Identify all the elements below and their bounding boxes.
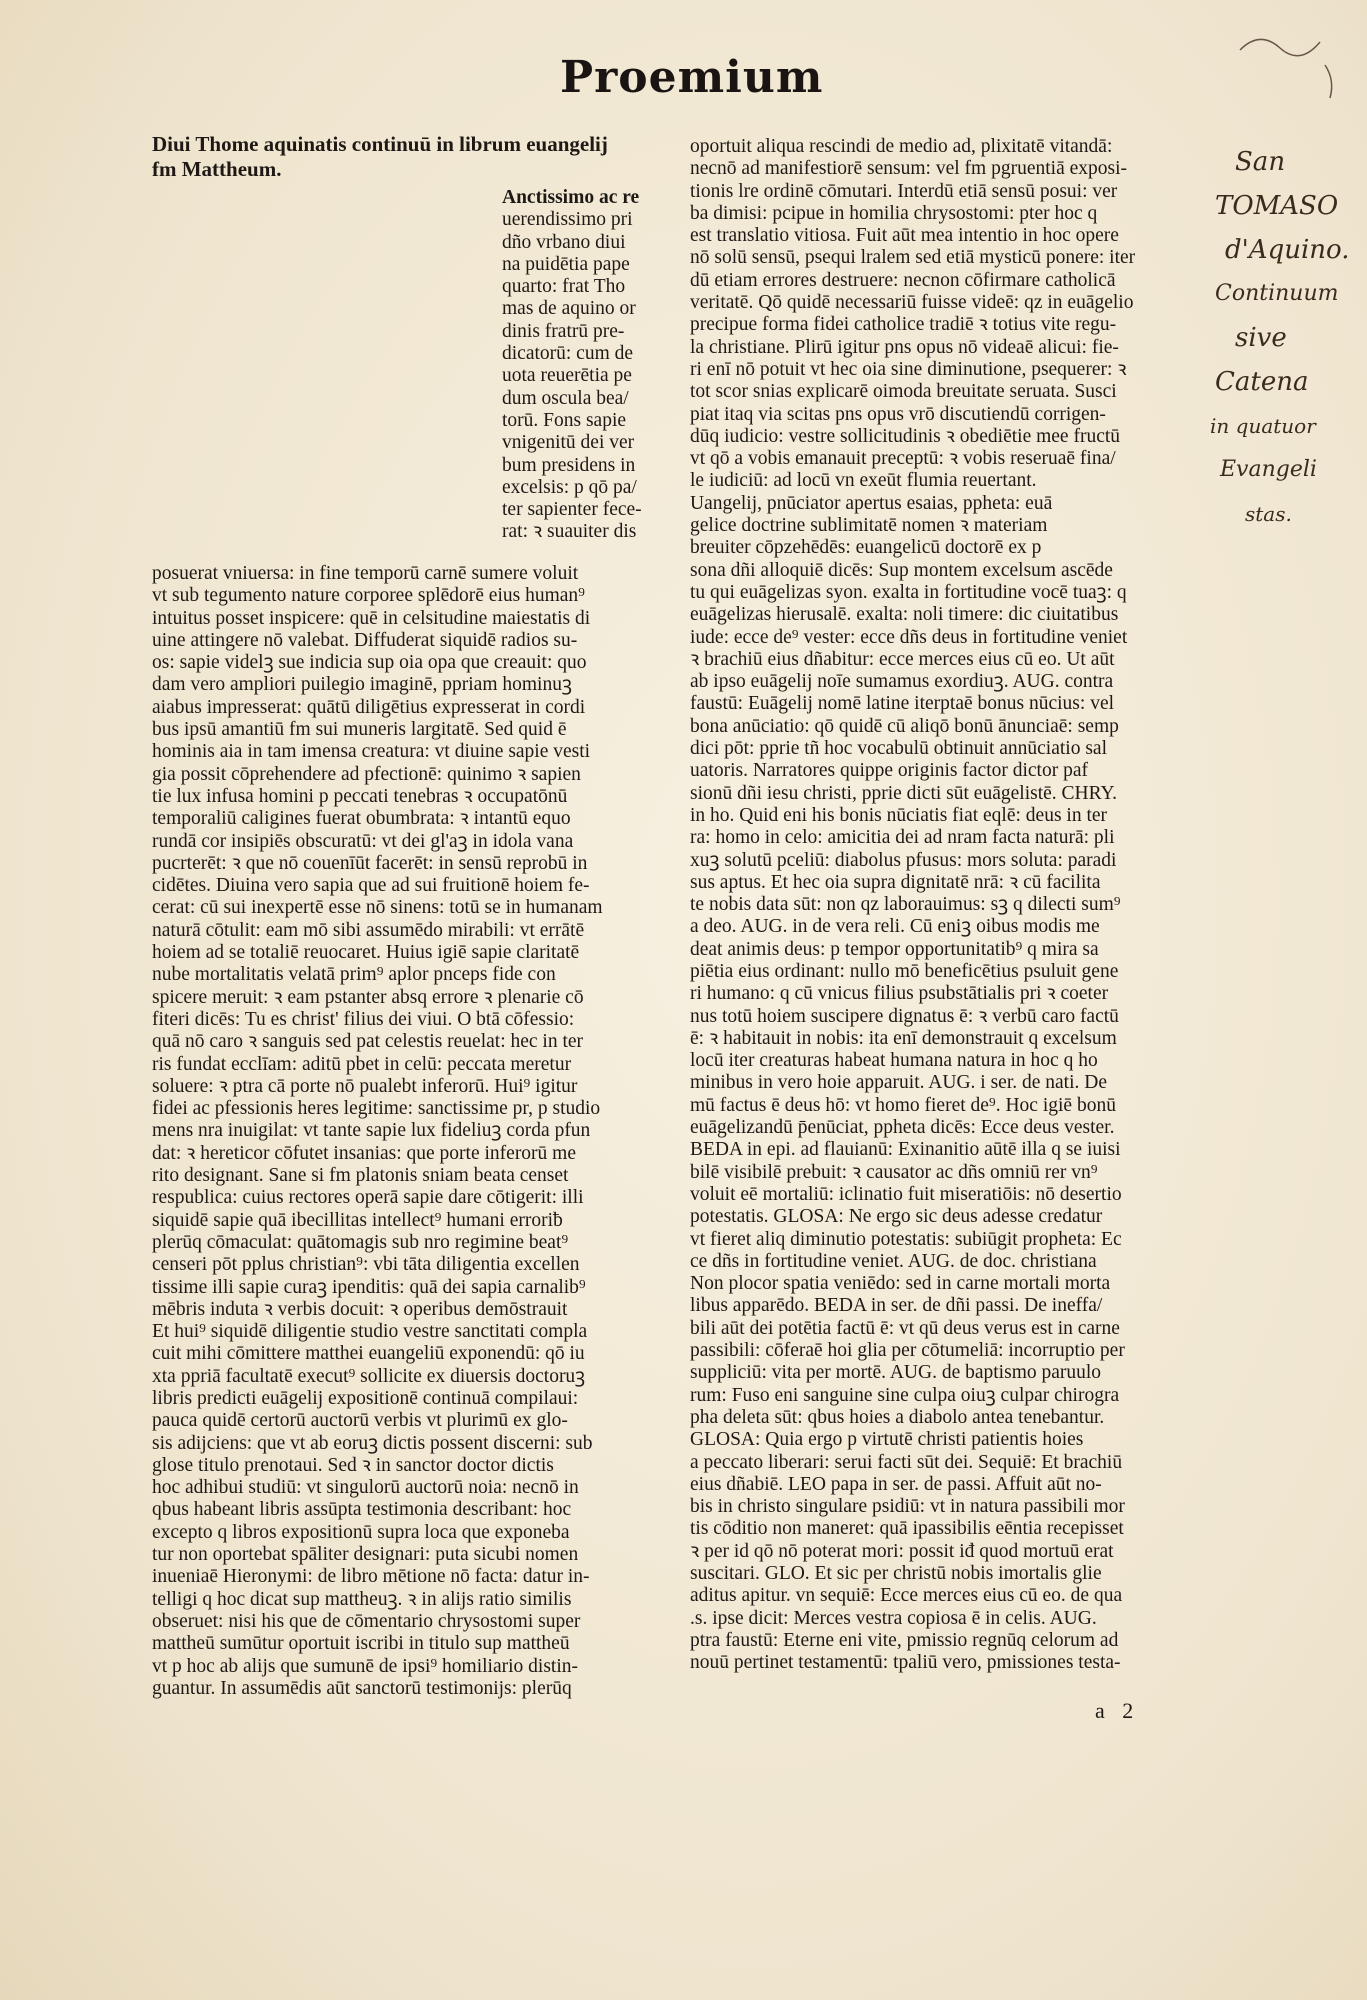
text-line: sis adijciens: que vt ab eoruꝫ dictis possent discerni: sub	[152, 1432, 593, 1454]
text-line: cerat: cū sui inexpertē esse nō sinens: totū se in humanam	[152, 897, 603, 919]
text-line: excepto q libros expositionū supra loca que exponeba	[152, 1521, 570, 1543]
text-line: GLOSA: Quia ergo p virtutē christi patientis hoies	[690, 1429, 1084, 1451]
text-line: .s. ipse dicit: Merces vestra copiosa ē in celis. AUG.	[690, 1607, 1097, 1629]
text-line: ptra faustū: Eterne eni vite, pmissio regnūq celorum ad	[690, 1629, 1119, 1651]
text-line: ce dñs in fortitudine veniet. AUG. de doc. christiana	[690, 1250, 1097, 1272]
text-line: pha deleta sūt: qbus hoies a diabolo antea tenebantur.	[690, 1406, 1105, 1428]
text-line: locū iter creaturas habeat humana natura in hoc q ho	[690, 1050, 1098, 1072]
text-line: ri humano: q cū vnicus filius psubstātialis pri ꝛ coeter	[690, 983, 1109, 1005]
text-line: mas de aquino or	[502, 298, 636, 320]
text-line: ba dimisi: pcipue in homilia chrysostomi: pter hoc q	[690, 202, 1098, 224]
text-line: breuiter cōpzehēdēs: euangelicū doctorē ex p	[690, 537, 1042, 559]
text-line: mū factus ē deus hō: vt homo fieret de⁹. Hoc igiē bonū	[690, 1094, 1116, 1116]
text-line: tu qui euāgelizas syon. exalta in fortitudine vocē tuaꝫ: q	[690, 581, 1127, 603]
text-line: oportuit aliqua rescindi de medio ad, plixitatē vitandā:	[690, 136, 1113, 157]
text-line: hominis aia in tam imensa creatura: vt diuine sapie vesti	[152, 741, 591, 763]
text-line: Uangelij, pnūciator apertus esaias, ppheta: euā	[690, 492, 1053, 514]
text-line: nō solū sensū, psequi lralem sed etiā mysticū ponere: iter	[690, 247, 1136, 269]
text-line: respublica: cuius rectores operā sapie dare cōtigerit: illi	[152, 1187, 584, 1209]
text-line: tis cōditio non maneret: quā ipassibilis eēntia recepisset	[690, 1518, 1124, 1540]
text-line: dicatorū: cum de	[502, 343, 634, 365]
text-line: mēbris induta ꝛ verbis docuit: ꝛ operibus demōstrauit	[152, 1298, 568, 1320]
text-line: tissime illi sapie curaꝫ ipenditis: quā dei sapia carnalib⁹	[152, 1276, 586, 1298]
text-line: intuitus posset inspicere: quē in celsitudine maiestatis di	[152, 607, 591, 629]
decorated-initial-space	[152, 187, 482, 567]
text-line: voluit eē mortaliū: iclinatio fuit miseratiōis: nō desertio	[690, 1183, 1122, 1205]
left-column	[152, 132, 662, 1699]
text-line: potestatis. GLOSA: Ne ergo sic deus adesse credatur	[690, 1206, 1103, 1228]
margin-note-line: Catena	[1215, 367, 1309, 397]
margin-note-line: Continuum	[1215, 281, 1339, 306]
text-line: est translatio vitiosa. Fuit aūt mea intentio in hoc opere	[690, 225, 1119, 247]
text-line: dici pōt: pprie tñ hoc vocabulū obtinuit annūciatio sal	[690, 738, 1107, 760]
text-line: pucrterēt: ꝛ que nō couenīūt facerēt: in sensū reprobū in	[152, 852, 588, 874]
margin-note-line: TOMASO	[1215, 191, 1339, 221]
text-line: sona dñi alloquiē dicēs: Sup montem excelsum ascēde	[690, 559, 1113, 581]
text-line: vt sub tegumento nature corporee splēdorē eius human⁹	[152, 585, 585, 607]
text-line: rito designant. Sane si fm platonis sniam beata censet	[152, 1165, 569, 1187]
text-line: cuit mihi cōmittere matthei euangeliū exponendū: qō iu	[152, 1343, 585, 1365]
text-line: BEDA in epi. ad flauianū: Exinanitio aūtē illa q se iuisi	[690, 1139, 1121, 1161]
title-line-2: fm Mattheum.	[152, 157, 282, 181]
text-line: nube mortalitatis velatā prim⁹ aplor pnceps fide con	[152, 964, 556, 986]
text-line: uatoris. Narratores quippe originis factor dictor paf	[690, 760, 1088, 782]
margin-note-line: in quatuor	[1210, 414, 1316, 438]
handwritten-marginalia	[1205, 140, 1365, 536]
text-line: ē: ꝛ habitauit in nobis: ita enī demonstrauit q excelsum	[690, 1027, 1117, 1049]
text-line: soluere: ꝛ ptra cā porte nō pualebt inferorū. Hui⁹ igitur	[152, 1075, 578, 1097]
text-line: bilē visibilē prebuit: ꝛ causator ac dñs omniū rer vn⁹	[690, 1161, 1098, 1183]
text-line: obseruet: nisi his que de cōmentario chrysostomi super	[152, 1610, 581, 1632]
text-line: faustū: Euāgelij nomē latine iterptaē bonus nūcius: vel	[690, 693, 1115, 715]
text-line: hoc adhibui studiū: vt singulorū auctorū noia: necnō in	[152, 1477, 579, 1499]
text-line: uerendissimo pri	[502, 209, 633, 231]
text-line: rundā cor insipiēs obscuratū: vt dei gl'aꝫ in idola vana	[152, 830, 574, 852]
text-line: piētia eius ordinant: nullo mō beneficētius psuluit gene	[690, 960, 1119, 982]
text-line: uota reuerētia pe	[502, 365, 632, 387]
text-line: ris fundat ecclīam: aditū pbet in celū: peccata meretur	[152, 1053, 572, 1075]
text-line: vnigenitū dei ver	[502, 432, 635, 454]
text-line: bum presidens in	[502, 454, 636, 476]
text-line: tionis lre ordinē cōmutari. Interdū etiā sensū posui: ver	[690, 180, 1118, 202]
text-line: tie lux infusa homini p peccati tenebras ꝛ occupatōnū	[152, 785, 568, 807]
text-line: xuꝫ solutū pceliū: diabolus pfusus: mors soluta: paradi	[690, 849, 1117, 871]
margin-note-line: d'Aquino.	[1225, 235, 1350, 265]
text-line: suppliciū: vita per mortē. AUG. de baptismo paruulo	[690, 1362, 1102, 1384]
text-line: dum oscula bea/	[502, 387, 629, 409]
text-line: telligi q hoc dicat sup mattheuꝫ. ꝛ in alijs ratio similis	[152, 1588, 572, 1610]
margin-note-line: stas.	[1245, 502, 1292, 526]
text-line: posuerat vniuersa: in fine temporū carnē sumere voluit	[152, 563, 579, 584]
text-line: fidei ac pfessionis heres legitime: sanctissime pr, p studio	[152, 1098, 601, 1120]
margin-note-line: sive	[1235, 323, 1287, 353]
text-line: temporaliū caligines fuerat obumbrata: ꝛ intantū equo	[152, 808, 571, 830]
text-line: spicere meruit: ꝛ eam pstanter absq errore ꝛ plenarie cō	[152, 986, 584, 1008]
text-line: na puidētia pape	[502, 253, 630, 275]
text-line: uine attingere nō valebat. Diffuderat siquidē radios su-	[152, 629, 578, 651]
text-line: suscitari. GLO. Et sic per christū nobis imortalis glie	[690, 1563, 1102, 1584]
text-line: gia possit cōprehendere ad pfectionē: quinimo ꝛ sapien	[152, 763, 581, 785]
text-line: Anctissimo ac re	[502, 187, 640, 208]
text-line: rat: ꝛ suauiter dis	[502, 521, 637, 543]
text-line: passibili: cōferaē hoi glia per cōtumeliā: incorruptio per	[690, 1340, 1125, 1362]
text-line: necnō ad manifestiorē sensum: vel fm pgruentiā exposi-	[690, 158, 1127, 180]
text-line: rum: Fuso eni sanguine sine culpa oiuꝫ culpar chirogra	[690, 1384, 1120, 1406]
text-line: xta ppriā facultatē execut⁹ sollicite ex diuersis doctoruꝫ	[152, 1365, 586, 1387]
text-line: nouū pertinet testamentū: tpaliū vero, pmissiones testa-	[690, 1652, 1121, 1674]
text-line: precipue forma fidei catholice tradiē ꝛ totius vite regu-	[690, 314, 1117, 336]
text-line: ab ipso euāgelij noīe sumamus exordiuꝫ. AUG. contra	[690, 671, 1114, 693]
text-line	[690, 1674, 1195, 1696]
margin-note-line: San	[1235, 147, 1286, 177]
left-body	[152, 563, 662, 1700]
text-line: bona anūciatio: qō quidē cū aliqō bonū ānunciaē: semp	[690, 715, 1119, 737]
text-line: guantur. In assumēdis aūt sanctorū testimonijs: plerūq	[152, 1677, 572, 1699]
text-line: cidētes. Diuina vero sapia que ad sui fruitionē hoiem fe-	[152, 875, 590, 897]
text-line: aditus apitur. vn sequiē: Ecce merces eius cū eo. de qua	[690, 1585, 1123, 1607]
text-line: mattheū sumūtur oportuit iscribi in titulo sup mattheū	[152, 1633, 570, 1655]
text-line: a deo. AUG. in de vera reli. Cū eniꝫ oibus modis me	[690, 916, 1100, 938]
text-line: glose titulo prenotaui. Sed ꝛ in sanctor doctor dictis	[152, 1454, 554, 1476]
text-line: euāgelizandū p̄enūciat, ppheta dicēs: Ecce deus vester.	[690, 1117, 1115, 1139]
text-line: libus apparēdo. BEDA in ser. de dñi passi. De ineffa/	[690, 1295, 1103, 1317]
text-line: dūq iudicio: vestre sollicitudinis ꝛ obediētie mee fructū	[690, 425, 1121, 447]
text-line: euāgelizas hierusalē. exalta: noli timere: dic ciuitatibus	[690, 604, 1119, 626]
text-line: vt p hoc ab alijs que sumunē de ipsi⁹ homiliario distin-	[152, 1655, 578, 1677]
text-line: in ho. Quid eni his bonis nūciatis fiat eqlē: deus in ter	[690, 804, 1108, 826]
text-line: plerūq cōmaculat: quātomagis sub nro regimine beat⁹	[152, 1231, 569, 1253]
text-line: quā nō caro ꝛ sanguis sed pat celestis reuelat: hec in ter	[152, 1031, 584, 1053]
text-line: os: sapie videlꝫ sue indicia sup oia opa que creauit: quo	[152, 652, 587, 674]
text-line: Et hui⁹ siquidē diligentie studio vestre sanctitati compla	[152, 1321, 588, 1343]
text-line: sionū dñi iesu christi, pprie dicti sūt euāgelistē. CHRY.	[690, 782, 1117, 804]
text-line: dam vero ampliori puilegio imaginē, ppriam hominuꝫ	[152, 674, 572, 696]
title-line-1: Diui Thome aquinatis continuū in librum euangelij	[152, 132, 608, 156]
text-line: vt fieret aliq diminutio potestatis: subiūgit propheta: Ec	[690, 1228, 1122, 1250]
text-line: piat itaq via scitas pns opus vrō discutiendū corrigen-	[690, 403, 1106, 425]
text-line: deat animis deus: p tempor opportunitatib⁹ q mira sa	[690, 938, 1099, 960]
text-line: ri enī nō potuit vt hec oia sine diminutione, psequerer: ꝛ	[690, 358, 1127, 380]
text-line: ra: homo in celo: amicitia dei ad nram facta naturā: pli	[690, 827, 1115, 849]
text-line: gelice doctrine sublimitatē nomen ꝛ materiam	[690, 515, 1048, 537]
text-line: aiabus impresserat: quātū diligētius expresserat in cordi	[152, 696, 586, 718]
page-signature: a 2	[1095, 1698, 1140, 1723]
text-line: nus totū hoiem suscipere dignatus ē: ꝛ verbū caro factū	[690, 1005, 1119, 1027]
text-line: vt qō a vobis emanauit preceptū: ꝛ vobis reseruaē fina/	[690, 448, 1116, 470]
text-line: pauca quidē certorū auctorū verbis vt plurimū ex glo-	[152, 1410, 568, 1432]
text-line: dat: ꝛ hereticor cōfutet insanias: que porte inferorū me	[152, 1142, 576, 1164]
text-line: torū. Fons sapie	[502, 409, 627, 431]
text-line: la christiane. Plirū igitur pns opus nō videaē alicui: fie-	[690, 336, 1119, 358]
text-line: Non plocor spatia veniēdo: sed in carne mortali morta	[690, 1273, 1111, 1295]
text-line: fiteri dicēs: Tu es christ' filius dei viui. O btā cōfessio:	[152, 1008, 575, 1030]
text-line: tur non oportebat spāliter designari: puta sicubi nomen	[152, 1544, 579, 1566]
text-line: dinis fratrū pre-	[502, 320, 625, 342]
text-line: sus aptus. Et hec oia supra dignitatē nrā: ꝛ cū facilita	[690, 871, 1101, 893]
ink-scribble-top	[1230, 20, 1350, 100]
text-line: te nobis data sūt: non qz laborauimus: sꝫ q dilecti sum⁹	[690, 894, 1121, 916]
text-line: hoiem ad se totaliē reuocaret. Huius igiē sapie claritatē	[152, 942, 580, 964]
text-line: inueniaē Hieronymi: de libro mētione nō facta: datur in-	[152, 1566, 590, 1588]
text-line: bus ipsū amantiū fm sui muneris largitatē. Sed quid ē	[152, 719, 567, 741]
text-line: ꝛ brachiū eius dñabitur: ecce merces eius cū eo. Ut aūt	[690, 648, 1115, 670]
text-line: eius dñabiē. LEO papa in ser. de passi. Affuit aūt no-	[690, 1473, 1102, 1495]
text-line: censeri pōt pplus christian⁹: vbi tāta diligentia excellen	[152, 1254, 580, 1276]
text-line: veritatē. Qō quidē necessariū fuisse videē: qz in euāgelio	[690, 292, 1134, 314]
text-line: mens nra inuigilat: vt tante sapie lux fideliuꝫ corda pfun	[152, 1120, 591, 1142]
text-line: quarto: frat Tho	[502, 276, 626, 298]
text-line: qbus habeant libris assūpta testimonia describant: hoc	[152, 1499, 572, 1521]
text-line: ter sapienter fece-	[502, 499, 642, 521]
margin-note-line: Evangeli	[1220, 457, 1317, 482]
right-column	[690, 136, 1195, 1697]
page-header: Proemium	[560, 52, 824, 103]
text-line: minibus in vero hoie apparuit. AUG. i ser. de nati. De	[690, 1072, 1108, 1094]
text-line: ꝛ per id qō nō poterat mori: possit iđ quod mortuū erat	[690, 1540, 1114, 1562]
text-line: bili aūt dei potētia factū ē: vt qū deus verus est in carne	[690, 1317, 1120, 1339]
text-line: a peccato liberari: serui facti sūt dei. Sequiē: Et brachiū	[690, 1451, 1123, 1473]
text-line: dño vrbano diui	[502, 231, 626, 253]
text-line: libris predicti euāgelij expositionē continuā compilaui:	[152, 1387, 579, 1409]
text-line: siquidē sapie quā ibecillitas intellect⁹ humani erroriƀ	[152, 1209, 563, 1231]
text-line: naturā cōtulit: eam mō sibi assumēdo mirabili: vt errātē	[152, 919, 585, 941]
text-line: bis in christo singulare psidiū: vt in natura passibili mor	[690, 1496, 1125, 1518]
text-line: le iudiciū: ad locū vn exeūt flumia reuertant.	[690, 470, 1037, 492]
text-line: iude: ecce de⁹ vester: ecce dñs deus in fortitudine veniet	[690, 626, 1128, 648]
text-line: excelsis: p qō pa/	[502, 476, 637, 498]
text-line: tot scor snias explicarē oimoda breuitate seruata. Susci	[690, 381, 1117, 403]
text-line: dū etiam errores destruere: necnon cōfirmare catholicā	[690, 269, 1116, 291]
